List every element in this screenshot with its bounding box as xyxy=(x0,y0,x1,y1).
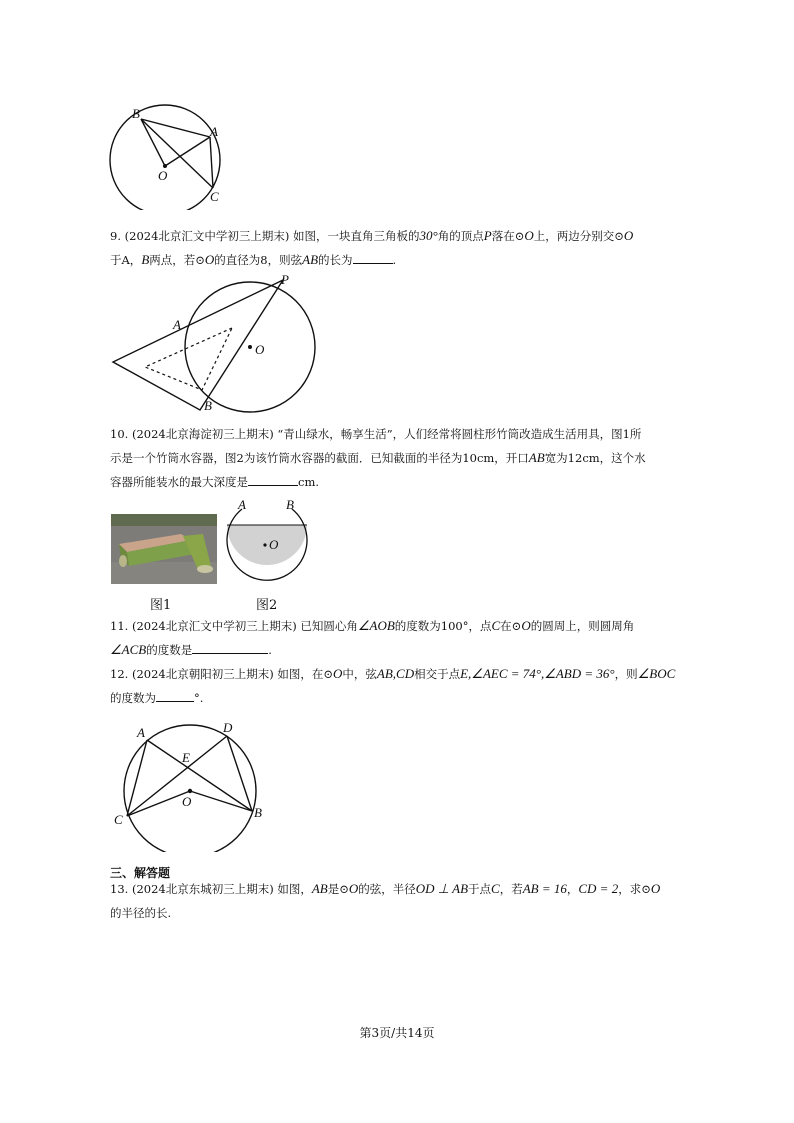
label-d: D xyxy=(223,720,233,735)
label-c: C xyxy=(210,189,219,204)
figure-q12-chords xyxy=(110,712,280,852)
page-footer: 第3页/共14页 xyxy=(359,1026,435,1040)
label-a: A xyxy=(173,317,181,332)
question-9: 9. (2024北京汇文中学初三上期末) 如图，一块直角三角板的30°角的顶点P落在⊙O上，两边分别交⊙O 于A，B两点，若⊙O的直径为8，则弦AB的长为 . xyxy=(110,228,634,267)
caption-figure-2: 图2 xyxy=(256,598,278,613)
label-a: A xyxy=(210,124,218,139)
label-p: P xyxy=(281,272,289,287)
label-o: O xyxy=(182,794,192,809)
label-a: A xyxy=(137,725,145,740)
label-b: B xyxy=(132,106,140,121)
question-12: 12. (2024北京朝阳初三上期末) 如图，在⊙O中，弦AB,CD相交于点E,∠AEC = 74°,∠ABD = 36°，则∠BOC 的度数为 °. xyxy=(110,666,676,705)
answer-blank-10[interactable] xyxy=(248,471,298,486)
label-o: O xyxy=(158,168,168,183)
label-o: O xyxy=(255,342,265,357)
label-c: C xyxy=(114,812,123,827)
label-a: A xyxy=(238,497,246,512)
label-o: O xyxy=(269,537,279,552)
figure-q9-triangle-circle xyxy=(105,270,325,420)
bamboo-container-photo xyxy=(111,514,217,584)
label-b: B xyxy=(254,805,262,820)
answer-blank-11[interactable] xyxy=(192,639,268,654)
caption-figure-1: 图1 xyxy=(150,598,172,613)
figure-q10-cross-section xyxy=(218,497,318,589)
answer-blank-12[interactable] xyxy=(156,687,194,702)
figure-q8-circle xyxy=(100,100,240,210)
question-10: 10. (2024北京海淀初三上期末) “青山绿水，畅享生活”，人们经常将圆柱形竹筒改造成生活用具，图1所 示是一个竹筒水容器，图2为该竹筒水容器的截面．已知截面的半径为10cm，开口AB宽为12cm，这个水 容器所能装水的最大深度是 cm. xyxy=(110,427,646,489)
label-b: B xyxy=(204,398,212,413)
label-e: E xyxy=(182,750,190,765)
question-13: 13. (2024北京东城初三上期末) 如图，AB是⊙O的弦，半径OD ⊥ AB于点C，若AB = 16，CD = 2，求⊙O 的半径的长. xyxy=(110,881,661,920)
answer-blank-9[interactable] xyxy=(353,249,393,264)
label-b: B xyxy=(286,497,294,512)
section-heading: 三、解答题 xyxy=(110,866,171,880)
question-11: 11. (2024北京汇文中学初三上期末) 已知圆心角∠AOB的度数为100°，点C在⊙O的圆周上，则圆周角 ∠ACB的度数是 . xyxy=(110,618,635,657)
